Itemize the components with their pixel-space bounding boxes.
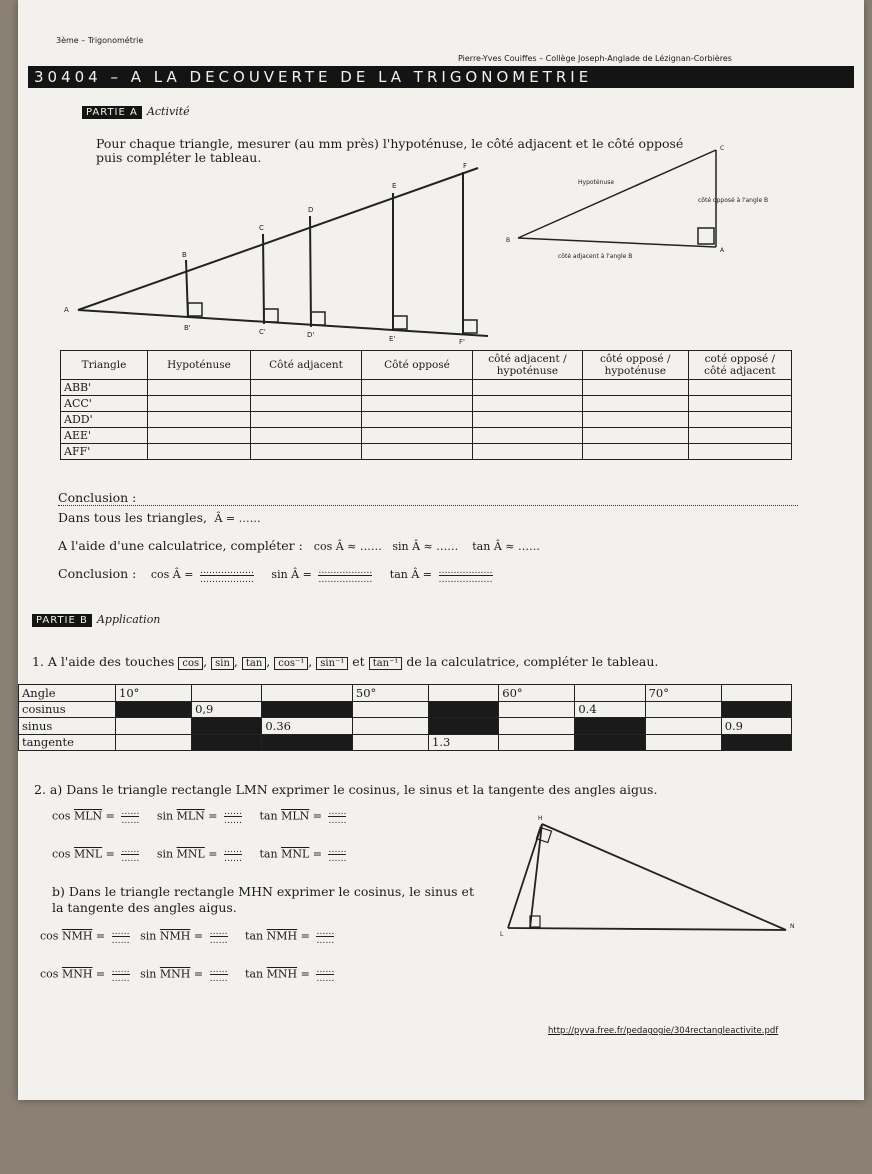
q2b-row-2: $\cos \overline{MNH}$ = $\frac{\dots\dots}{\dots\dots}$ $\sin \overline{MNH}$ = $\frac{\dots\dots}{\dots\dots}$ $\tan \overline{MNH}$ = $\frac{\dots\dots}{\dots\dots}$ (40, 965, 335, 984)
angle-mnl: $\overline{MNL}$ (73, 847, 103, 861)
conclusion-line[interactable] (58, 490, 798, 506)
et-text: et (352, 654, 365, 669)
partie-a-subtitle: Activité (146, 105, 190, 118)
label-Dp: D' (307, 331, 315, 339)
row-label: ADD' (61, 412, 148, 428)
row-label-sin: sinus (19, 718, 116, 735)
key-atan: tan⁻¹ (369, 657, 403, 670)
col-header-adj-hyp: côté adjacent / hypoténuse (473, 351, 583, 380)
partie-b-label: PARTIE B (32, 614, 92, 627)
q2b-line-2: la tangente des angles aigus. (52, 900, 237, 915)
calc-instruction: A l'aide d'une calculatrice, compléter : (58, 538, 303, 553)
level-label: 3ème – Trigonométrie (56, 36, 144, 45)
tangente-row: tangente 1.3 (19, 734, 792, 751)
label-C: C (259, 224, 264, 232)
row-label-tan: tangente (19, 734, 116, 751)
small-label-A: A (720, 247, 725, 254)
conclusion-label: Conclusion : (58, 490, 137, 505)
main-title: 30404 – A LA DECOUVERTE DE LA TRIGONOMETRIE (28, 66, 854, 88)
table-row (61, 444, 792, 460)
values-table (18, 684, 792, 751)
col-header-opp-adj: coté opposé / côté adjacent (688, 351, 791, 380)
author-label: Pierre-Yves Couiffes – Collège Joseph-Anglade de Lézignan-Corbières (458, 54, 732, 63)
reference-triangle-figure (498, 140, 769, 265)
all-triangles-line: Dans tous les triangles, Â = …… (58, 510, 261, 525)
col-header-adjacent: Côté adjacent (251, 351, 362, 380)
sinus-row: sinus 0.36 0.9 (19, 718, 792, 735)
all-triangles-text: Dans tous les triangles, (58, 510, 207, 525)
q2a-text: 2. a) Dans le triangle rectangle LMN exprimer le cosinus, le sinus et la tangente des angles aigus. (34, 782, 658, 797)
angle-row: Angle 10° 50° 60° 70° (19, 685, 792, 702)
q1-end: de la calculatrice, compléter le tableau. (406, 654, 659, 669)
cosinus-row: cosinus 0,9 0.4 (19, 701, 792, 718)
fig-label-L: L (500, 931, 504, 938)
fig-label-N: N (790, 923, 795, 930)
q2b-row-1: $\cos \overline{NMH}$ = $\frac{\dots\dots}{\dots\dots}$ $\sin \overline{NMH}$ = $\frac{\dots\dots}{\dots\dots}$ $\tan \overline{NMH}$ = $\frac{\dots\dots}{\dots\dots}$ (40, 927, 335, 946)
small-label-C: C (720, 145, 725, 152)
key-sin: sin (211, 657, 234, 670)
label-Cp: C' (259, 328, 266, 336)
row-label: AFF' (61, 444, 148, 460)
angle-mln: $\overline{MLN}$ (73, 809, 103, 823)
triangles-figure (58, 160, 518, 345)
row-label-cos: cosinus (19, 701, 116, 718)
measurement-table (60, 350, 792, 460)
col-header-opp-hyp: côté opposé / hypoténuse (582, 351, 688, 380)
table-row (61, 380, 792, 396)
worksheet-page (18, 0, 864, 1100)
small-label-B: B (506, 237, 511, 244)
label-A: A (64, 306, 69, 314)
label-B: B (182, 251, 187, 259)
instruction-line-2: puis compléter le tableau. (96, 150, 262, 165)
small-label-adj: côté adjacent à l'angle B (558, 253, 633, 260)
table-row (61, 428, 792, 444)
label-Bp: B' (184, 324, 191, 332)
instruction-line-1: Pour chaque triangle, mesurer (au mm près) l'hypoténuse, le côté adjacent et le côté opposé (96, 136, 684, 151)
lmn-figure (494, 810, 814, 940)
q2a-row-2: $\cos \overline{MNL}$ = $\frac{\dots\dots}{\dots\dots}$ $\sin \overline{MNL}$ = $\frac{\dots\dots}{\dots\dots}$ $\tan \overline{MNL}$ = $\frac{\dots\dots}{\dots\dots}$ (52, 845, 347, 864)
partie-a-heading (82, 100, 190, 119)
label-F: F (463, 162, 468, 170)
calc-line: A l'aide d'une calculatrice, compléter : cos Â ≈ …… sin Â ≈ …… tan Â ≈ …… (58, 538, 540, 553)
partie-b-heading (32, 608, 160, 627)
source-url-link[interactable]: http://pyva.free.fr/pedagogie/304rectangleactivite.pdf (548, 1026, 779, 1036)
q1-line: 1. A l'aide des touches cos , sin , tan , cos⁻¹ , sin⁻¹ et tan⁻¹ de la calculatrice, compléter le tableau. (32, 654, 659, 669)
table-row (61, 412, 792, 428)
row-label: ABB' (61, 380, 148, 396)
row-label-angle: Angle (19, 685, 116, 702)
q1-text: 1. A l'aide des touches (32, 654, 175, 669)
angle-mnh: $\overline{MNH}$ (61, 967, 93, 981)
key-asin: sin⁻¹ (316, 657, 348, 670)
label-E: E (392, 182, 397, 190)
row-label: ACC' (61, 396, 148, 412)
row-label: AEE' (61, 428, 148, 444)
partie-b-subtitle: Application (96, 613, 161, 626)
small-label-opp: côté opposé à l'angle B (698, 197, 769, 204)
col-header-opposite: Côté opposé (362, 351, 473, 380)
col-header-hypotenuse: Hypoténuse (148, 351, 251, 380)
fig-label-H: H (538, 815, 543, 822)
conclusion2-label: Conclusion : (58, 566, 137, 581)
label-Fp: F' (459, 338, 465, 346)
label-D: D (308, 206, 314, 214)
partie-a-label: PARTIE A (82, 106, 142, 119)
table-row (61, 396, 792, 412)
key-cos: cos (178, 657, 203, 670)
key-acos: cos⁻¹ (274, 657, 308, 670)
q2b-line-1: b) Dans le triangle rectangle MHN exprimer le cosinus, le sinus et (52, 884, 474, 899)
small-label-hyp: Hypoténuse (578, 179, 615, 186)
label-Ep: E' (389, 335, 396, 343)
q2a-row-1: $\cos \overline{MLN}$ = $\frac{\dots\dots}{\dots\dots}$ $\sin \overline{MLN}$ = $\frac{\dots\dots}{\dots\dots}$ $\tan \overline{MLN}$ = $\frac{\dots\dots}{\dots\dots}$ (52, 807, 347, 826)
conclusion2-line: Conclusion : cos Â = $\frac{\dots\dots\dots\dots\dots\dots}{\dots\dots\dots\dots\dots\dots}$ sin Â = $\frac{\dots\dots\dots\dots\dots\dots}{\dots\dots\dots\dots\dots\dots}$ tan Â = $\frac{\dots\dots\dots\dots\dots\dots}{\dots\dots\dots\dots\dots\dots}$ (58, 565, 493, 585)
angle-nmh: $\overline{NMH}$ (61, 929, 93, 943)
key-tan: tan (242, 657, 266, 670)
col-header-triangle: Triangle (61, 351, 148, 380)
